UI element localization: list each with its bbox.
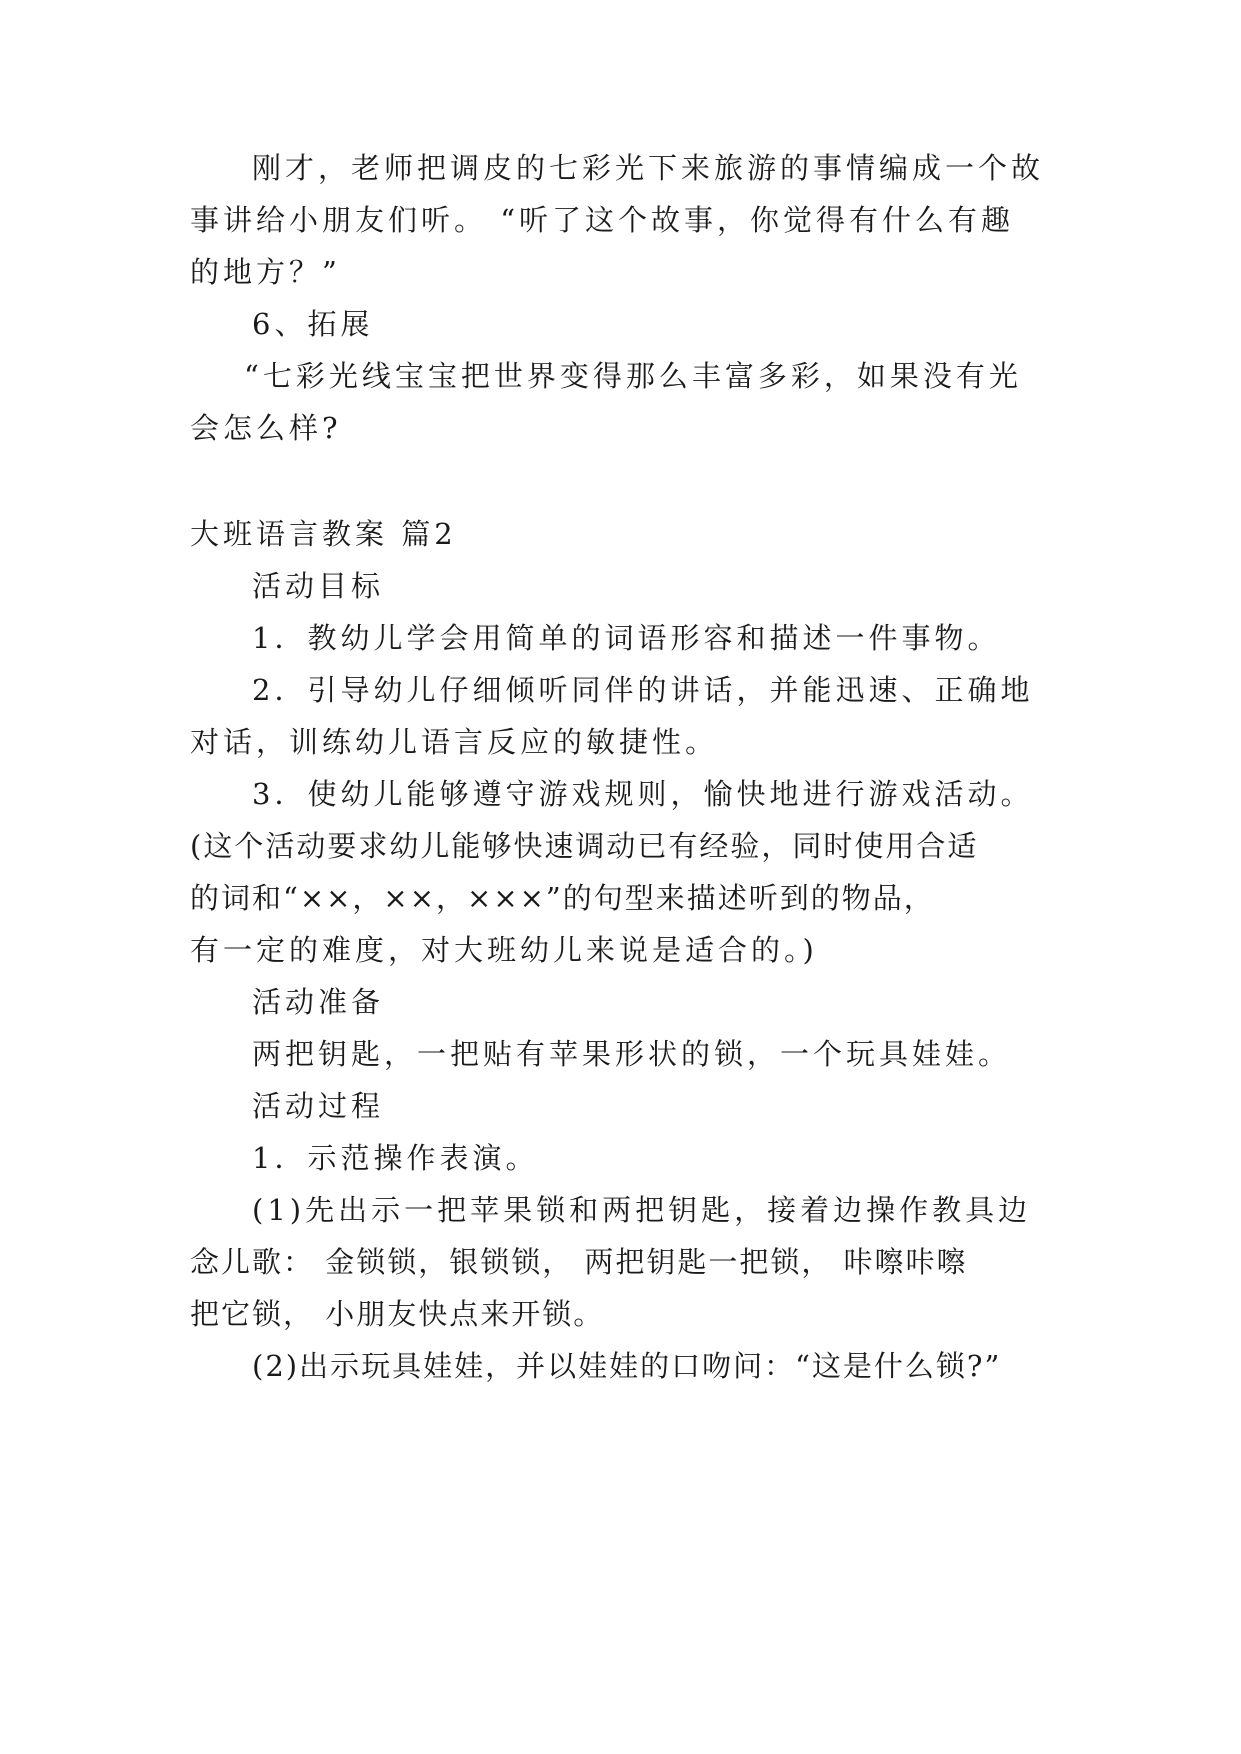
list-item: (2)出示玩具娃娃，并以娃娃的口吻问：“这是什么锁?” bbox=[252, 1349, 1002, 1383]
list-item: 1．示范操作表演。 bbox=[252, 1141, 539, 1175]
paragraph-line: 会怎么样? bbox=[190, 411, 342, 445]
paragraph-line: 的词和“××，××，×××”的句型来描述听到的物品， bbox=[190, 881, 935, 915]
lesson-title: 大班语言教案 篇2 bbox=[190, 517, 457, 551]
list-item: 2．引导幼儿仔细倾听同伴的讲话，并能迅速、正确地 bbox=[252, 673, 1034, 707]
list-item: (1)先出示一把苹果锁和两把钥匙，接着边操作教具边 bbox=[252, 1193, 1032, 1227]
paragraph-line: 把它锁， 小朋友快点来开锁。 bbox=[190, 1297, 605, 1331]
section-heading: 活动过程 bbox=[252, 1089, 385, 1123]
section-heading: 活动准备 bbox=[252, 985, 385, 1019]
paragraph-line: 念儿歌： 金锁锁，银锁锁， 两把钥匙一把锁， 咔嚓咔嚓 bbox=[190, 1245, 968, 1279]
paragraph-line: 的地方？” bbox=[190, 255, 341, 289]
section-heading: 活动目标 bbox=[252, 569, 385, 603]
paragraph-line: 事讲给小朋友们听。 “听了这个故事，你觉得有什么有趣 bbox=[190, 203, 1015, 237]
list-item: 1．教幼儿学会用简单的词语形容和描述一件事物。 bbox=[252, 621, 1001, 655]
paragraph-line: “七彩光线宝宝把世界变得那么丰富多彩，如果没有光 bbox=[244, 359, 1022, 393]
paragraph-line: 两把钥匙，一把贴有苹果形状的锁，一个玩具娃娃。 bbox=[252, 1037, 1012, 1071]
paragraph-line: 对话，训练幼儿语言反应的敏捷性。 bbox=[190, 725, 719, 759]
list-item: 3．使幼儿能够遵守游戏规则，愉快地进行游戏活动。 bbox=[252, 777, 1034, 811]
section-heading: 6、拓展 bbox=[252, 307, 374, 341]
paragraph-line: 有一定的难度，对大班幼儿来说是适合的。) bbox=[190, 933, 818, 967]
paragraph-line: (这个活动要求幼儿能够快速调动已有经验，同时使用合适 bbox=[190, 829, 979, 863]
paragraph-line: 刚才，老师把调皮的七彩光下来旅游的事情编成一个故 bbox=[252, 151, 1045, 185]
